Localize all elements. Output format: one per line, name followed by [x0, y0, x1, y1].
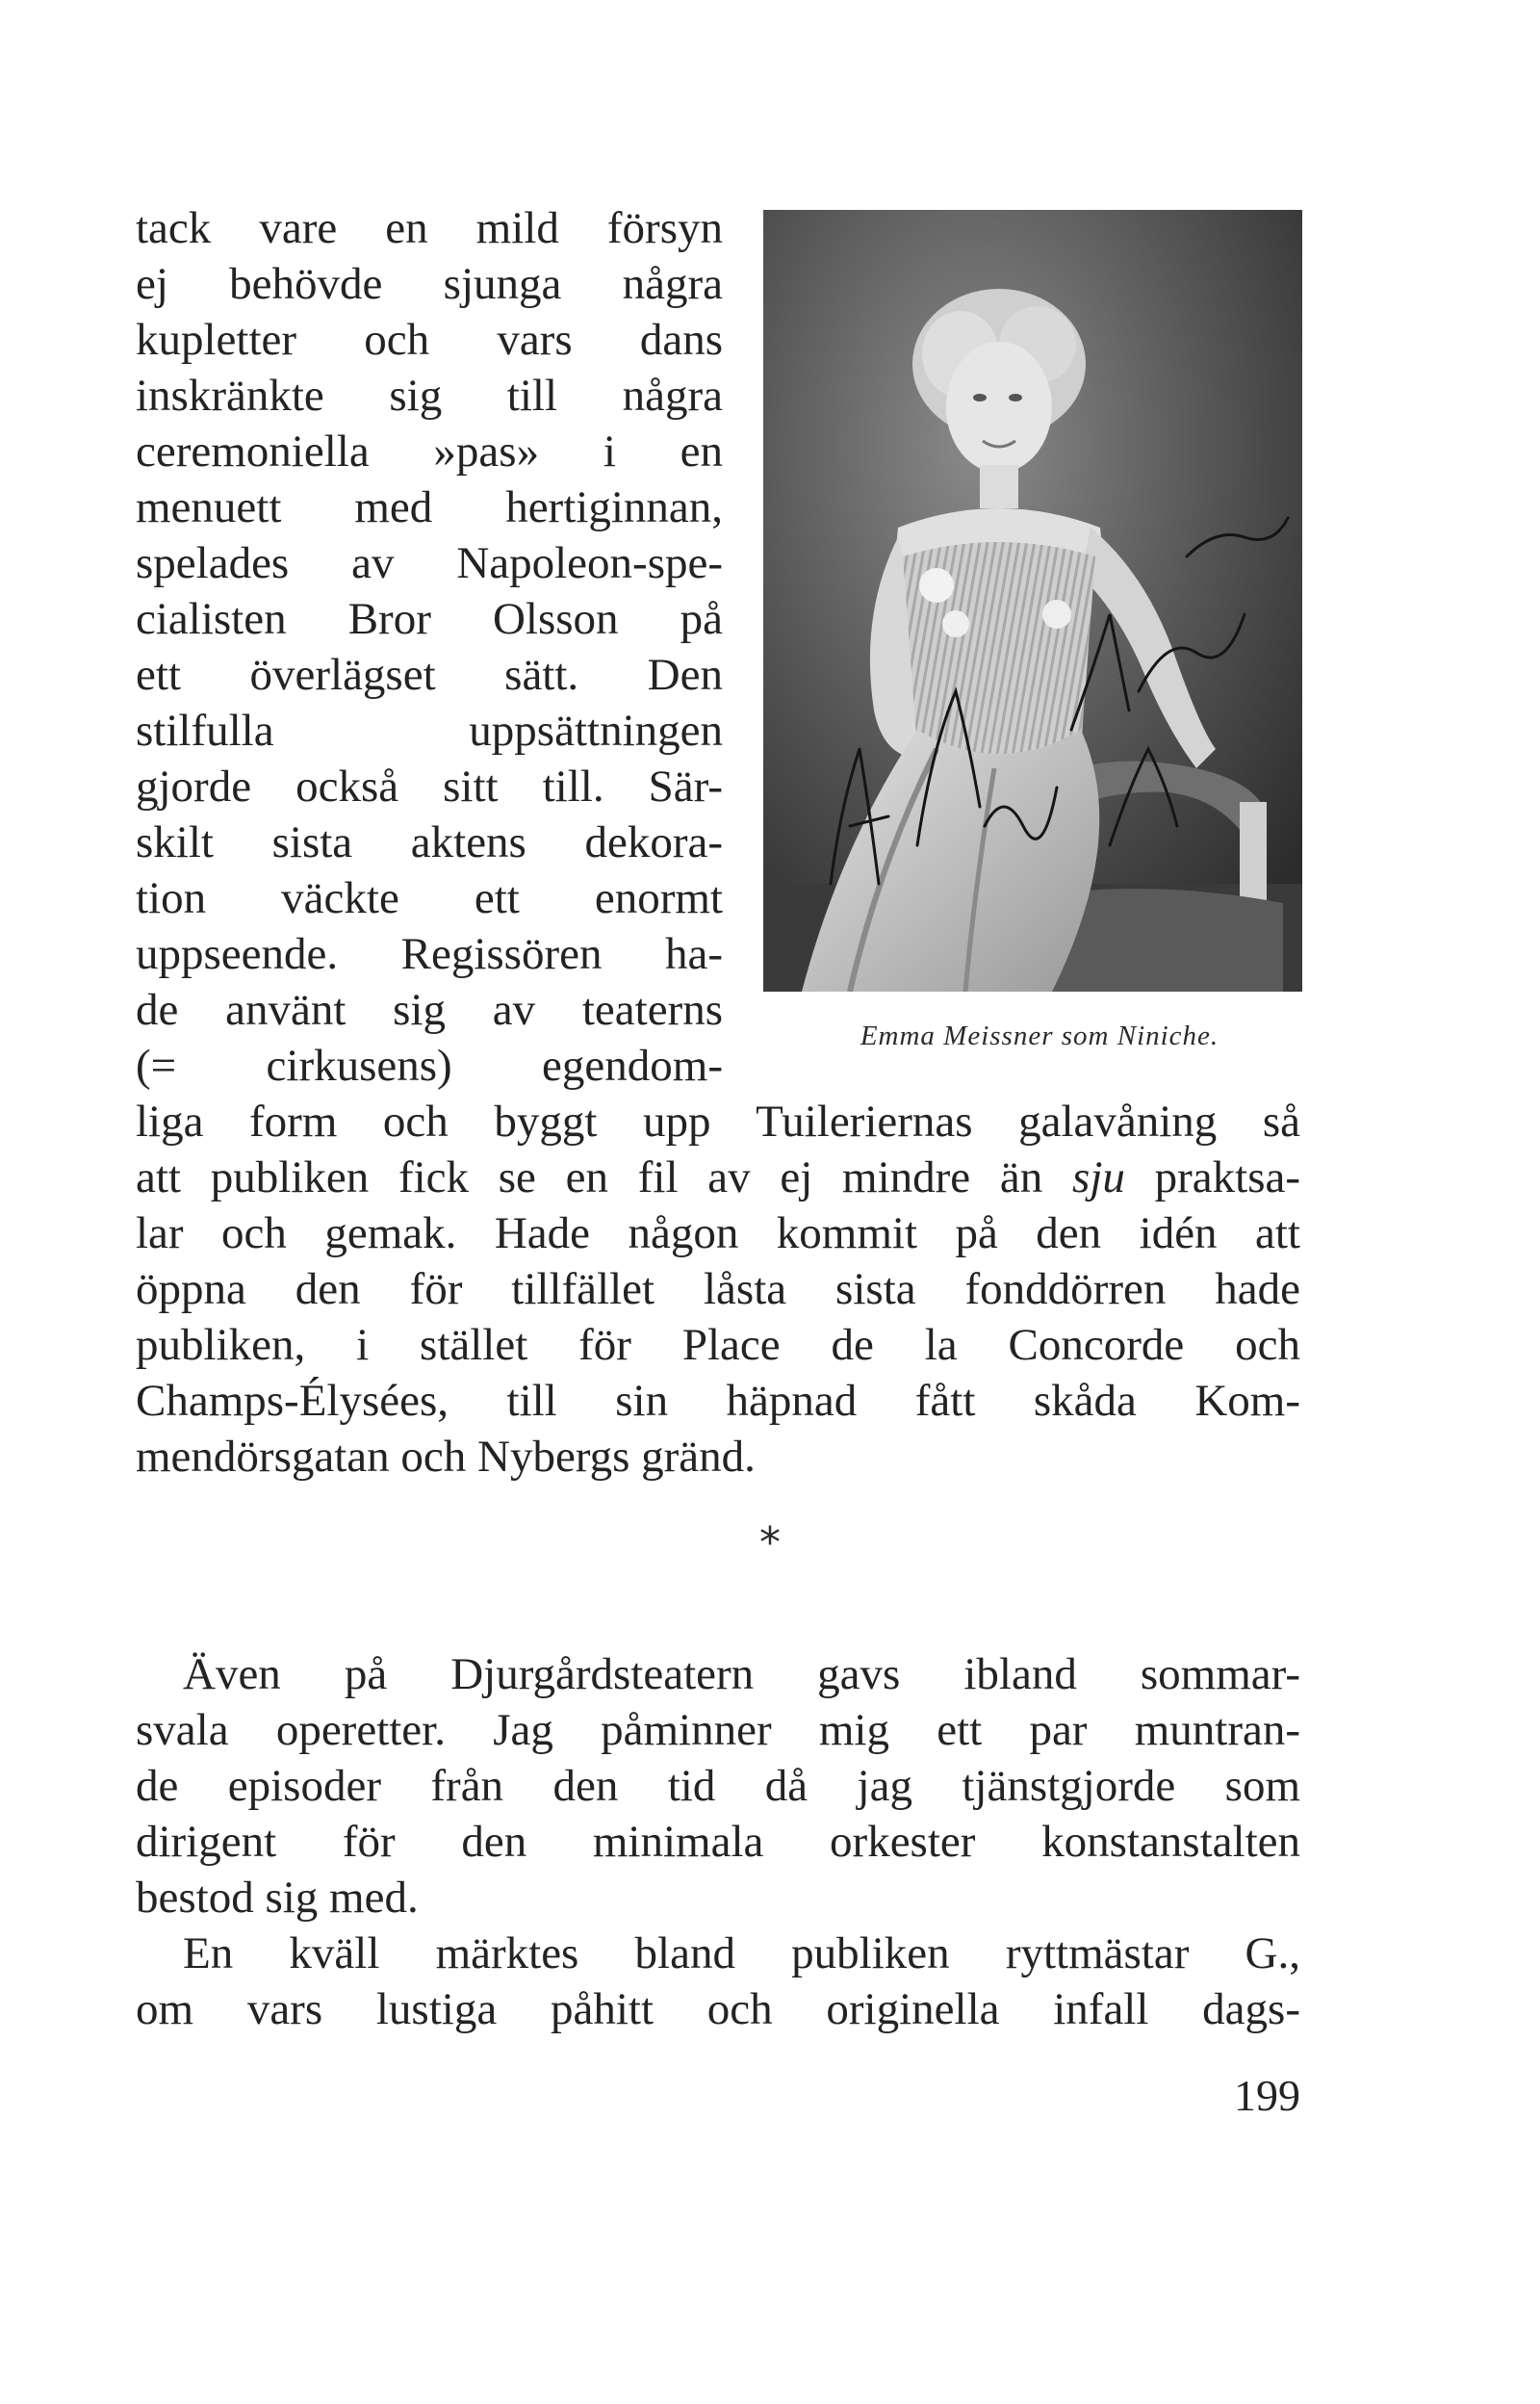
text-segment: att publiken fick se en fil av ej mindre än [136, 1152, 1043, 1202]
text-line: menuett med hertiginnan, [136, 482, 723, 532]
text-line: bestod sig med. [136, 1873, 419, 1923]
text-line: uppseende. Regissören ha- [136, 929, 723, 979]
text-line [136, 1150, 1300, 1205]
text-line: En kväll märktes bland publiken ryttmästar G., [183, 1928, 1300, 1978]
text-line: om vars lustiga påhitt och originella infall dags- [136, 1984, 1300, 2034]
text-line: ceremoniella »pas» i en [136, 427, 723, 477]
text-line: ett överlägset sätt. Den [136, 650, 723, 700]
text-line: (= cirkusens) egendom- [136, 1041, 723, 1091]
text-line: de episoder från den tid då jag tjänstgjorde som [136, 1761, 1300, 1811]
text-line: cialisten Bror Olsson på [136, 594, 723, 644]
text-line: Champs-Élysées, till sin häpnad fått skåda Kom- [136, 1376, 1300, 1426]
emphasized-word: sju [1072, 1152, 1125, 1202]
text-line: lar och gemak. Hade någon kommit på den idén att [136, 1208, 1300, 1258]
text-line: ej behövde sjunga några [136, 259, 723, 309]
text-line: de använt sig av teaterns [136, 985, 723, 1035]
section-separator: * [759, 1518, 781, 1567]
text-line: gjorde också sitt till. Sär- [136, 762, 723, 812]
text-line: liga form och byggt upp Tuileriernas galavåning så [136, 1097, 1300, 1147]
portrait-illustration [763, 210, 1302, 992]
text-line: Även på Djurgårdsteatern gavs ibland sommar- [183, 1649, 1300, 1699]
text-line: publiken, i stället för Place de la Concorde och [136, 1320, 1300, 1370]
portrait-photo [763, 210, 1302, 992]
text-line: öppna den för tillfället låsta sista fonddörren hade [136, 1264, 1300, 1314]
text-line: skilt sista aktens dekora- [136, 817, 723, 867]
text-line: svala operetter. Jag påminner mig ett par muntran- [136, 1705, 1300, 1755]
text-line: tack vare en mild försyn [136, 203, 723, 253]
text-line: kupletter och vars dans [136, 315, 723, 365]
text-line: stilfulla uppsättningen [136, 706, 723, 756]
text-line: mendörsgatan och Nybergs gränd. [136, 1432, 756, 1482]
text-segment: praktsa- [1124, 1152, 1301, 1202]
text-line: dirigent för den minimala orkester konstanstalten [136, 1817, 1300, 1867]
text-line: spelades av Napoleon-spe- [136, 538, 723, 588]
photo-caption: Emma Meissner som Niniche. [860, 1021, 1219, 1051]
text-line: tion väckte ett enormt [136, 873, 723, 923]
page-number: 199 [1234, 2071, 1300, 2120]
text-line: inskränkte sig till några [136, 371, 723, 421]
